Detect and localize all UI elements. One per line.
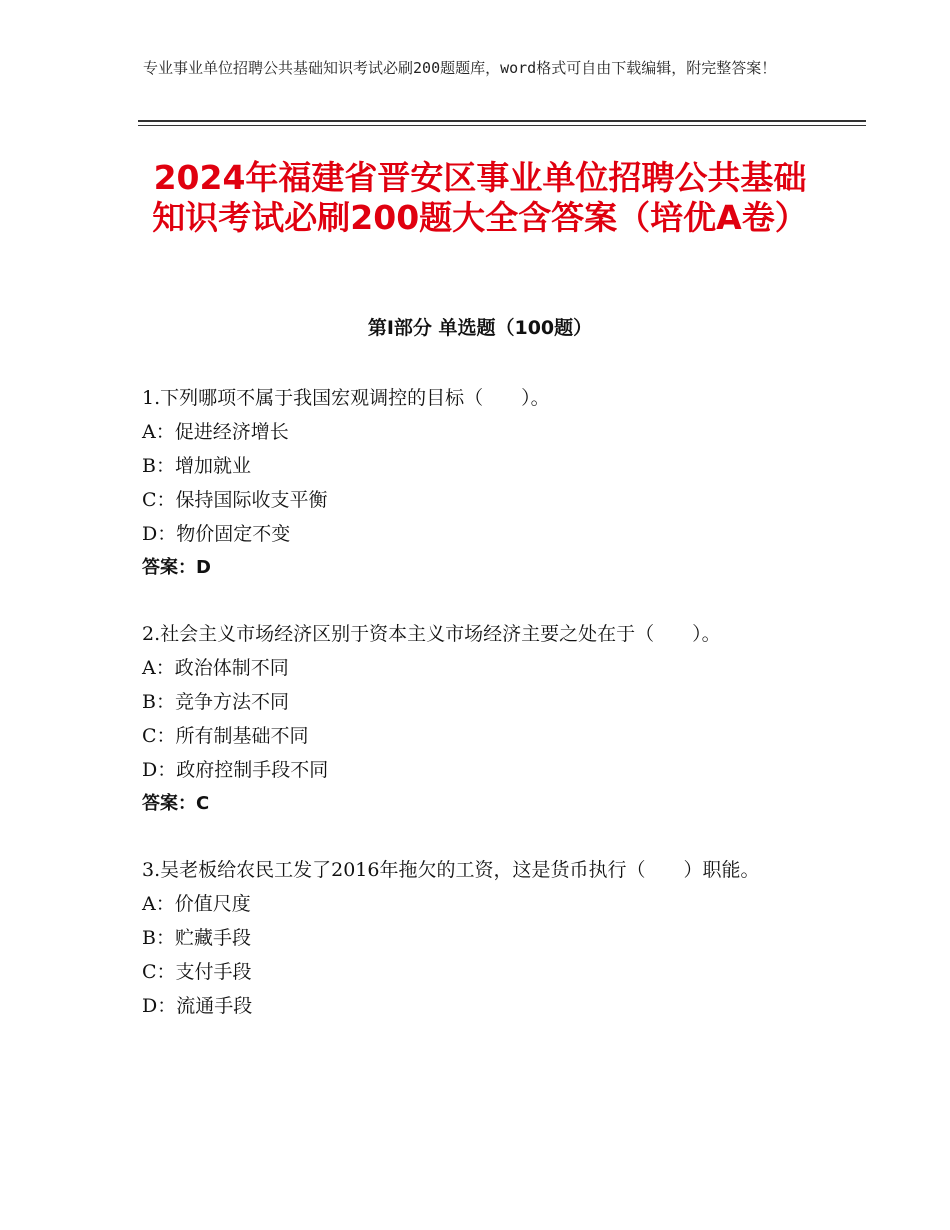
answer-line: 答案：C xyxy=(142,793,210,814)
section-heading: 第I部分 单选题（100题） xyxy=(367,317,593,339)
option-c: C：支付手段 xyxy=(142,961,252,983)
question-text: 2.社会主义市场经济区别于资本主义市场经济主要之处在于（ ）。 xyxy=(142,623,721,645)
option-d: D：物价固定不变 xyxy=(142,523,291,545)
question-1 xyxy=(142,381,802,585)
option-b: B：贮藏手段 xyxy=(142,927,251,949)
option-d: D：政府控制手段不同 xyxy=(142,759,329,781)
header-divider-thick xyxy=(138,120,866,122)
question-2 xyxy=(142,617,802,821)
option-d: D：流通手段 xyxy=(142,995,253,1017)
question-text: 3.吴老板给农民工发了2016年拖欠的工资，这是货币执行（ ）职能。 xyxy=(142,859,760,881)
question-3 xyxy=(142,853,802,1023)
option-c: C：所有制基础不同 xyxy=(142,725,309,747)
document-title: 2024年福建省晋安区事业单位招聘公共基础知识考试必刷200题大全含答案（培优A卷） xyxy=(152,158,808,237)
option-a: A：政治体制不同 xyxy=(142,657,289,679)
header-note: 专业事业单位招聘公共基础知识考试必刷200题题库，word格式可自由下载编辑，附完整答案！ xyxy=(143,59,777,77)
header-divider-thin xyxy=(138,125,866,126)
option-a: A：价值尺度 xyxy=(142,893,251,915)
option-b: B：增加就业 xyxy=(142,455,251,477)
question-text: 1.下列哪项不属于我国宏观调控的目标（ ）。 xyxy=(142,387,550,409)
option-c: C：保持国际收支平衡 xyxy=(142,489,328,511)
option-a: A：促进经济增长 xyxy=(142,421,289,443)
answer-line: 答案：D xyxy=(142,557,211,578)
option-b: B：竞争方法不同 xyxy=(142,691,289,713)
question-list xyxy=(142,381,802,1055)
